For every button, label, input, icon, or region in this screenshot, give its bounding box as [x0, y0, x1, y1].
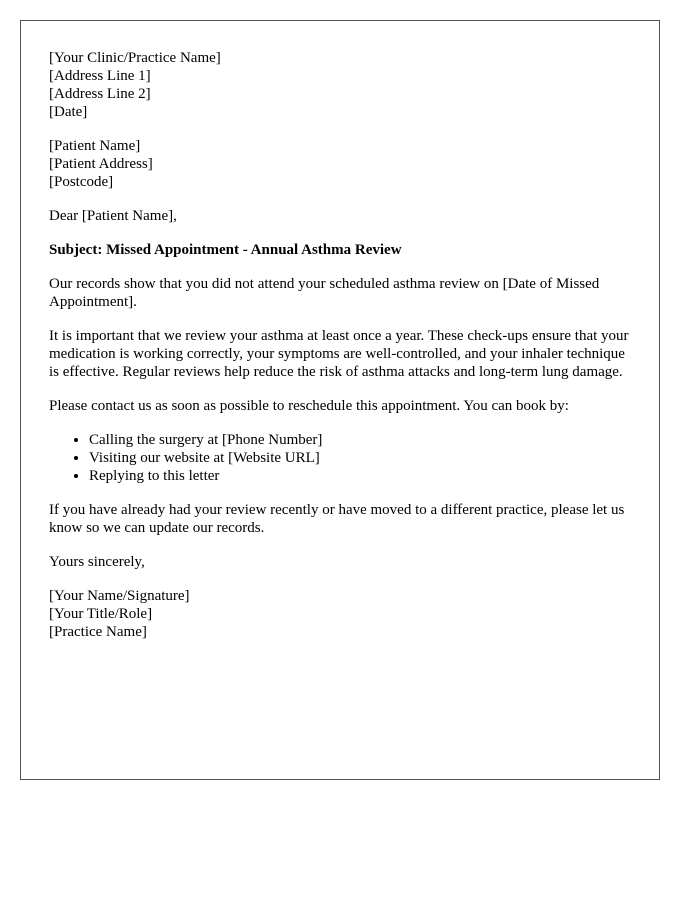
list-item: • Visiting our website at [Website URL]: [89, 449, 634, 467]
letter-page: [20, 20, 660, 780]
recipient-address-block: [49, 137, 634, 191]
letter-date: [Date]: [49, 104, 88, 120]
salutation: Dear [Patient Name],: [49, 208, 177, 224]
recipient-address: [Patient Address]: [49, 156, 153, 172]
list-item: • Calling the surgery at [Phone Number]: [89, 431, 634, 449]
paragraph-contact: Please contact us as soon as possible to reschedule this appointment. You can book by:: [49, 398, 569, 414]
signer-name: [Your Name/Signature]: [49, 588, 190, 604]
letter-body: [49, 49, 634, 657]
sender-address-line-2: [Address Line 2]: [49, 86, 151, 102]
booking-options-list: [49, 431, 634, 485]
paragraph-importance: It is important that we review your asthma at least once a year. These check-ups ensure that your medication is working correctly, your symptoms are well-controlled, and your inhaler technique is effective. Regular reviews help reduce the risk of asthma attacks and long-term lung damage.: [49, 328, 629, 380]
sender-address-line-1: [Address Line 1]: [49, 68, 151, 84]
signer-title: [Your Title/Role]: [49, 606, 153, 622]
signature-block: [49, 587, 634, 641]
list-item: • Replying to this letter: [89, 467, 634, 485]
sender-clinic-name: [Your Clinic/Practice Name]: [49, 50, 221, 66]
paragraph-closing-note: If you have already had your review recently or have moved to a different practice, please let us know so we can update our records.: [49, 502, 625, 536]
paragraph-intro: Our records show that you did not attend your scheduled asthma review on [Date of Missed Appointment].: [49, 276, 600, 310]
recipient-name: [Patient Name]: [49, 138, 141, 154]
signer-practice: [Practice Name]: [49, 624, 147, 640]
recipient-postcode: [Postcode]: [49, 174, 114, 190]
sender-address-block: [49, 49, 634, 121]
closing-phrase: Yours sincerely,: [49, 554, 145, 570]
subject-line: Subject: Missed Appointment - Annual Asthma Review: [49, 242, 402, 258]
